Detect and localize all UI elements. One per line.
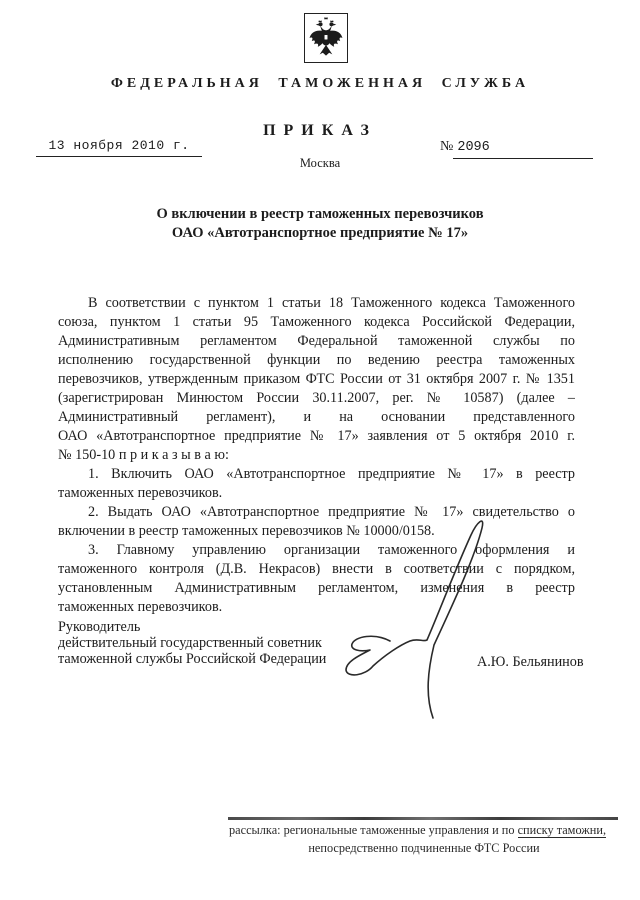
distribution-line-1 (229, 822, 619, 840)
body-line: ОАО «Автотранспортное предприятие № 17» заявления от 5 октября 2010 г. (58, 428, 575, 444)
agency-name: ФЕДЕРАЛЬНАЯ ТАМОЖЕННАЯ СЛУЖБА (110, 76, 530, 91)
body-line: Административный регламент), и на основании представленного (58, 409, 575, 425)
body-line: установленным Административным регламентом, изменения в реестр (58, 580, 575, 596)
emblem-box (304, 13, 348, 63)
body-line: 3. Главному управлению организации таможенного оформления и (88, 542, 575, 558)
body-line: союза, пунктом 1 статьи 95 Таможенного кодекса Российской Федерации, (58, 314, 575, 330)
body-line: исполнению государственной функции по ведению реестра таможенных (58, 352, 575, 368)
document-date: 13 ноября 2010 г. (36, 138, 202, 157)
signatory-name: А.Ю. Бельянинов (477, 654, 584, 670)
body-line: В соответствии с пунктом 1 статьи 18 Таможенного кодекса Таможенного (88, 295, 575, 311)
distribution-note (229, 822, 619, 857)
subject-line-2: ОАО «Автотранспортное предприятие № 17» (171, 224, 469, 241)
distribution-underlined: списку таможни, (517, 823, 607, 837)
body-line: № 150-10 п р и к а з ы в а ю: (58, 447, 229, 463)
body-line: таможенного контроля (Д.В. Некрасов) внести в соответствии с порядком, (58, 561, 575, 577)
distribution-line-2: непосредственно подчиненные ФТС России (308, 840, 540, 855)
footer-scan-line (228, 817, 618, 820)
coat-of-arms-russia-icon (307, 14, 345, 63)
number-sign-label: № (440, 139, 454, 154)
body-line: включении в реестр таможенных перевозчиков № 10000/0158. (58, 523, 435, 539)
subject-line-1: О включении в реестр таможенных перевозчиков (156, 206, 484, 222)
body-line: перевозчиков, утвержденным приказом ФТС России от 31 октября 2007 г. № 1351 (58, 371, 575, 387)
body-line: таможенных перевозчиков. (58, 599, 223, 615)
document-subject (0, 205, 640, 242)
city-label: Москва (299, 156, 341, 170)
handwritten-signature (330, 500, 515, 750)
body-line: 2. Выдать ОАО «Автотранспортное предприятие № 17» свидетельство о (88, 504, 575, 520)
body-line: Административным регламентом Федеральной таможенной службы по (58, 333, 575, 349)
position-line-3: таможенной службы Российской Федерации (58, 650, 327, 667)
document-type-heading: ПРИКАЗ (263, 122, 377, 139)
body-line: (зарегистрирован Минюстом России 30.11.2007, рег. № 10587) (далее – (58, 390, 575, 406)
document-number: 2096 (453, 140, 593, 159)
position-line-1: Руководитель (58, 619, 141, 635)
position-line-2: действительный государственный советник (58, 634, 322, 651)
body-line: таможенных перевозчиков. (58, 485, 223, 501)
distribution-prefix: рассылка: региональные таможенные управления и по (229, 823, 518, 837)
body-line: 1. Включить ОАО «Автотранспортное предприятие № 17» в реестр (88, 466, 575, 482)
